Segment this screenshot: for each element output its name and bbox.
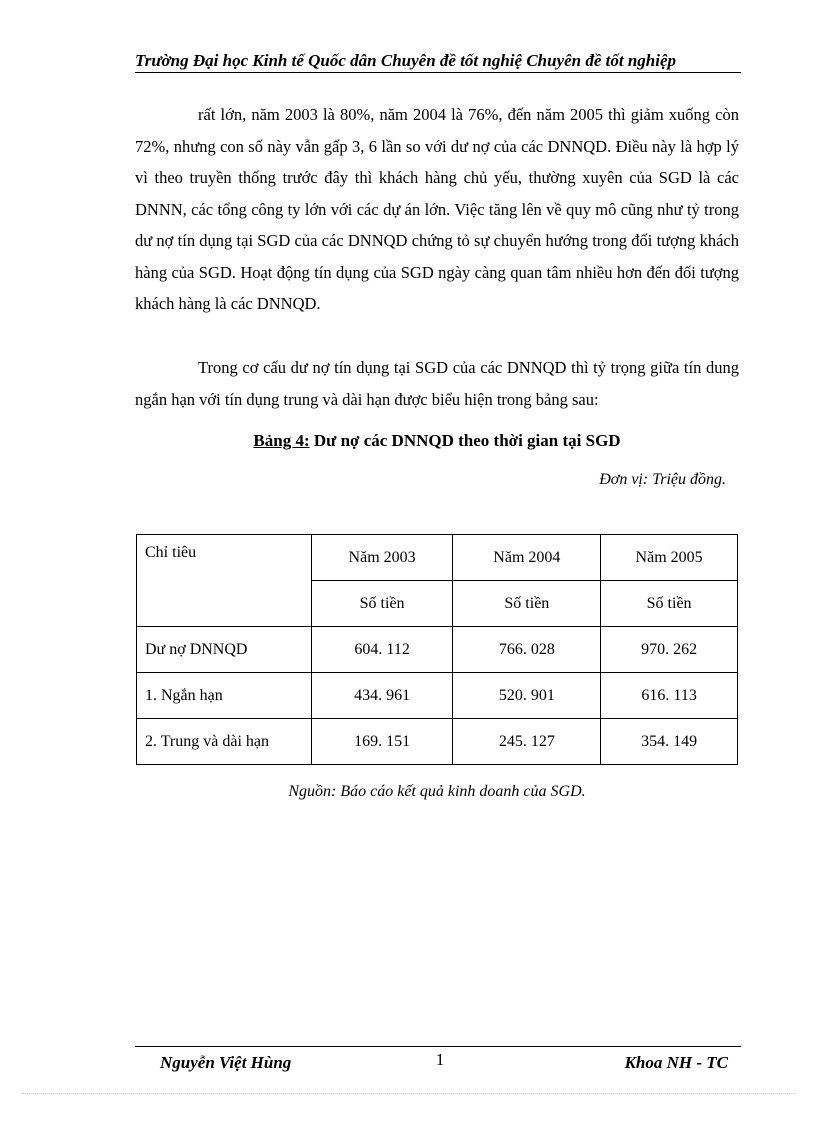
table-number-label: Bảng 4: bbox=[253, 431, 310, 450]
header-year-2004: Năm 2004 bbox=[453, 535, 601, 581]
table-row bbox=[137, 673, 738, 719]
debt-table bbox=[136, 534, 738, 765]
footer-rule bbox=[135, 1046, 741, 1047]
table-cell: 169. 151 bbox=[311, 719, 453, 765]
table-row bbox=[137, 627, 738, 673]
table-cell: 245. 127 bbox=[453, 719, 601, 765]
running-header: Trường Đại học Kinh tế Quốc dân Chuyên đề tốt nghiệ Chuyên đề tốt nghiệp bbox=[135, 51, 677, 70]
unit-note: Đơn vị: Triệu đồng. bbox=[599, 471, 726, 488]
body-paragraph-2: Trong cơ cấu dư nợ tín dụng tại SGD của các DNNQD thì tỷ trọng giữa tín dung ngắn hạn với tín dụng trung và dài hạn được biểu hiện trong bảng sau: bbox=[135, 358, 739, 409]
table-cell: 766. 028 bbox=[453, 627, 601, 673]
table-cell: 520. 901 bbox=[453, 673, 601, 719]
table-cell: 616. 113 bbox=[601, 673, 738, 719]
header-rule bbox=[135, 72, 741, 73]
footer-author: Nguyễn Việt Hùng bbox=[160, 1053, 292, 1072]
footer-department: Khoa NH - TC bbox=[624, 1053, 728, 1072]
table-header-row bbox=[137, 535, 738, 581]
table-title bbox=[135, 429, 739, 453]
table-cell: 354. 149 bbox=[601, 719, 738, 765]
page-edge-divider bbox=[22, 1093, 796, 1094]
row-label: Dư nợ DNNQD bbox=[137, 627, 312, 673]
page-number: 1 bbox=[435, 1050, 445, 1069]
table-title-text: Dư nợ các DNNQD theo thời gian tại SGD bbox=[309, 431, 621, 450]
subheader-amount-2003: Số tiền bbox=[311, 581, 453, 627]
table-row bbox=[137, 719, 738, 765]
subheader-amount-2005: Số tiền bbox=[601, 581, 738, 627]
row-label: 2. Trung và dài hạn bbox=[137, 719, 312, 765]
table-cell: 604. 112 bbox=[311, 627, 453, 673]
table-cell: 970. 262 bbox=[601, 627, 738, 673]
table-source: Nguồn: Báo cáo kết quả kinh doanh của SGD. bbox=[288, 783, 586, 800]
header-year-2005: Năm 2005 bbox=[601, 535, 738, 581]
body-paragraph-1: rất lớn, năm 2003 là 80%, năm 2004 là 76%, đến năm 2005 thì giảm xuống còn 72%, nhưng con số này vẫn gấp 3, 6 lần so với dư nợ của các DNNQD. Điều này là hợp lý vì theo truyền thống trước đây thì khách hàng chủ yếu, thường xuyên của SGD là các DNNN, các tổng công ty lớn với các dự án lớn. Việc tăng lên về quy mô cũng như tỷ trong dư nợ tín dụng tại SGD của các DNNQD chứng tỏ sự chuyển hướng trong đối tượng khách hàng của SGD. Hoạt động tín dụng của SGD ngày càng quan tâm nhiều hơn đến đối tượng khách hàng là các DNNQD. bbox=[135, 105, 739, 313]
table-cell: 434. 961 bbox=[311, 673, 453, 719]
header-indicator-cell: Chỉ tiêu bbox=[137, 535, 312, 627]
header-year-2003: Năm 2003 bbox=[311, 535, 453, 581]
row-label: 1. Ngắn hạn bbox=[137, 673, 312, 719]
subheader-amount-2004: Số tiền bbox=[453, 581, 601, 627]
